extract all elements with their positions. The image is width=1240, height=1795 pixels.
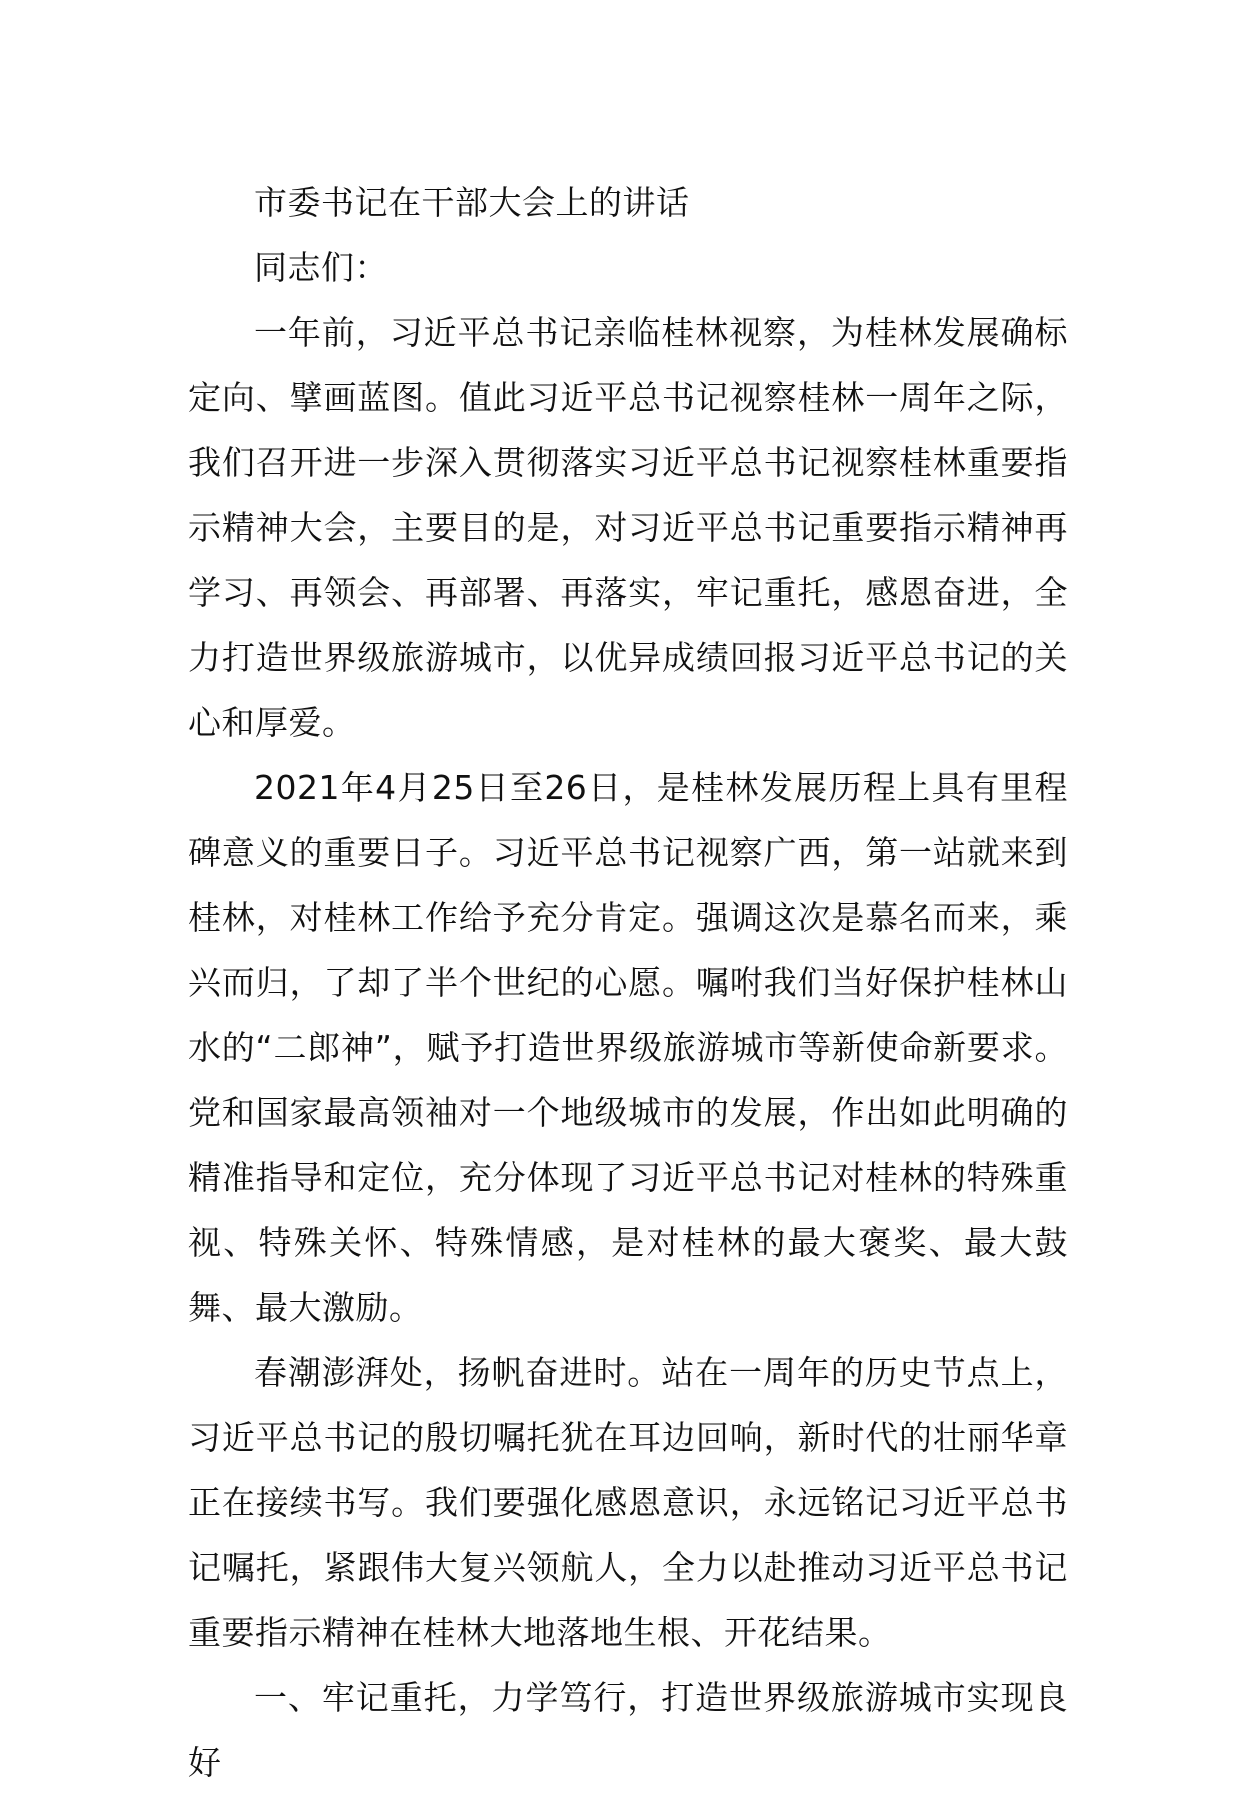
document-title: 市委书记在干部大会上的讲话 bbox=[254, 183, 690, 222]
document-body bbox=[188, 170, 1068, 1795]
salutation: 同志们： bbox=[254, 248, 388, 287]
section-heading-one: 一、牢记重托，力学笃行，打造世界级旅游城市实现良好 bbox=[188, 1678, 1068, 1782]
paragraph-visit: 2021年4月25日至26日，是桂林发展历程上具有里程碑意义的重要日子。习近平总书记视察广西，第一站就来到桂林，对桂林工作给予充分肯定。强调这次是慕名而来，乘兴而归，了却了半个世纪的心愿。嘱咐我们当好保护桂林山水的“二郎神”，赋予打造世界级旅游城市等新使命新要求。党和国家最高领袖对一个地级城市的发展，作出如此明确的精准指导和定位，充分体现了习近平总书记对桂林的特殊重视、特殊关怀、特殊情感，是对桂林的最大褒奖、最大鼓舞、最大激励。 bbox=[188, 768, 1068, 1327]
paragraph-intro: 一年前，习近平总书记亲临桂林视察，为桂林发展确标定向、擘画蓝图。值此习近平总书记视察桂林一周年之际，我们召开进一步深入贯彻落实习近平总书记视察桂林重要指示精神大会，主要目的是，对习近平总书记重要指示精神再学习、再领会、再部署、再落实，牢记重托，感恩奋进，全力打造世界级旅游城市，以优异成绩回报习近平总书记的关心和厚爱。 bbox=[188, 313, 1068, 742]
paragraph-anniversary: 春潮澎湃处，扬帆奋进时。站在一周年的历史节点上，习近平总书记的殷切嘱托犹在耳边回响，新时代的壮丽华章正在接续书写。我们要强化感恩意识，永远铭记习近平总书记嘱托，紧跟伟大复兴领航人，全力以赴推动习近平总书记重要指示精神在桂林大地落地生根、开花结果。 bbox=[188, 1353, 1068, 1652]
